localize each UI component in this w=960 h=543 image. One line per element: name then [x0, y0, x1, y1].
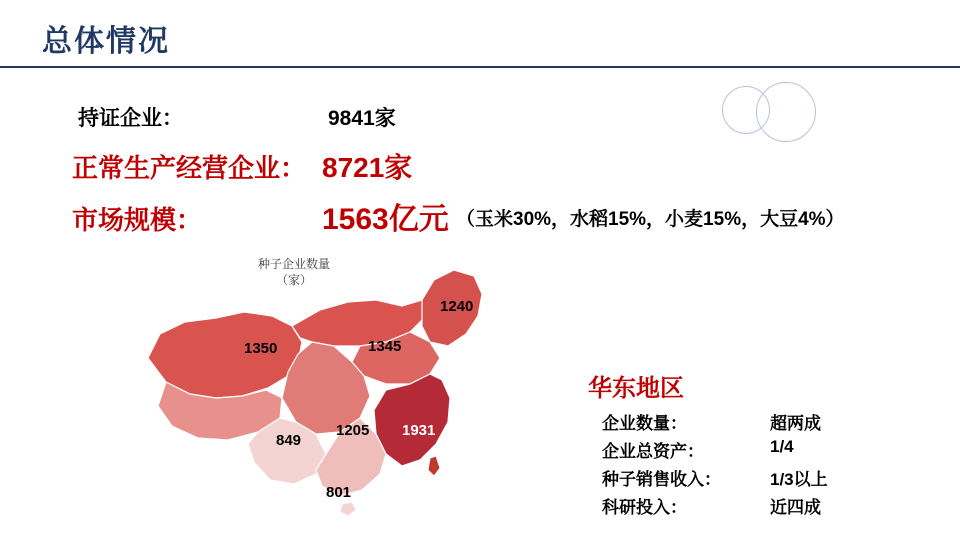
east-region-value: 近四成 — [770, 498, 821, 517]
stat-row-licensed-enterprises — [0, 96, 960, 142]
east-region-key: 企业总资产： — [602, 442, 704, 461]
stat-label: 市场规模： — [72, 205, 203, 235]
map-value-label: 1345 — [368, 338, 402, 355]
slide-header — [0, 0, 960, 68]
stat-row-market-size — [0, 192, 960, 248]
summary-stats — [0, 96, 960, 248]
map-value-label: 1931 — [402, 422, 436, 439]
east-region-value: 超两成 — [770, 414, 821, 433]
page-title: 总体情况 — [42, 25, 170, 58]
header-divider — [0, 66, 960, 68]
east-region-title: 华东地区 — [588, 375, 684, 402]
east-region-row — [580, 409, 920, 437]
east-region-key: 种子销售收入： — [602, 470, 721, 489]
east-region-value: 1/4 — [770, 437, 794, 456]
stat-note: （玉米30%，水稻15%，小麦15%，大豆4%） — [456, 209, 845, 230]
map-value-label: 1350 — [244, 340, 278, 357]
map-legend-line2: （家） — [276, 273, 313, 288]
stat-value: 1563亿元 — [322, 203, 449, 236]
stat-value: 9841家 — [328, 107, 396, 130]
east-region-panel — [580, 368, 920, 521]
stat-label: 持证企业： — [78, 107, 183, 130]
east-region-row — [580, 465, 920, 493]
east-region-key: 企业数量： — [602, 414, 687, 433]
map-legend-line1: 种子企业数量 — [258, 257, 331, 271]
east-region-row — [580, 437, 920, 465]
stat-row-operating-enterprises — [0, 142, 960, 192]
east-region-value: 1/3以上 — [770, 470, 828, 489]
map-value-label: 801 — [326, 484, 352, 501]
map-value-label: 849 — [276, 432, 302, 449]
east-region-key: 科研投入： — [602, 498, 687, 517]
map-value-label: 1240 — [440, 298, 474, 315]
china-choropleth-map — [30, 246, 560, 536]
map-shape — [30, 246, 560, 536]
stat-value: 8721家 — [322, 152, 413, 183]
stat-label: 正常生产经营企业： — [72, 153, 307, 183]
east-region-row — [580, 493, 920, 521]
map-value-label: 1205 — [336, 422, 370, 439]
